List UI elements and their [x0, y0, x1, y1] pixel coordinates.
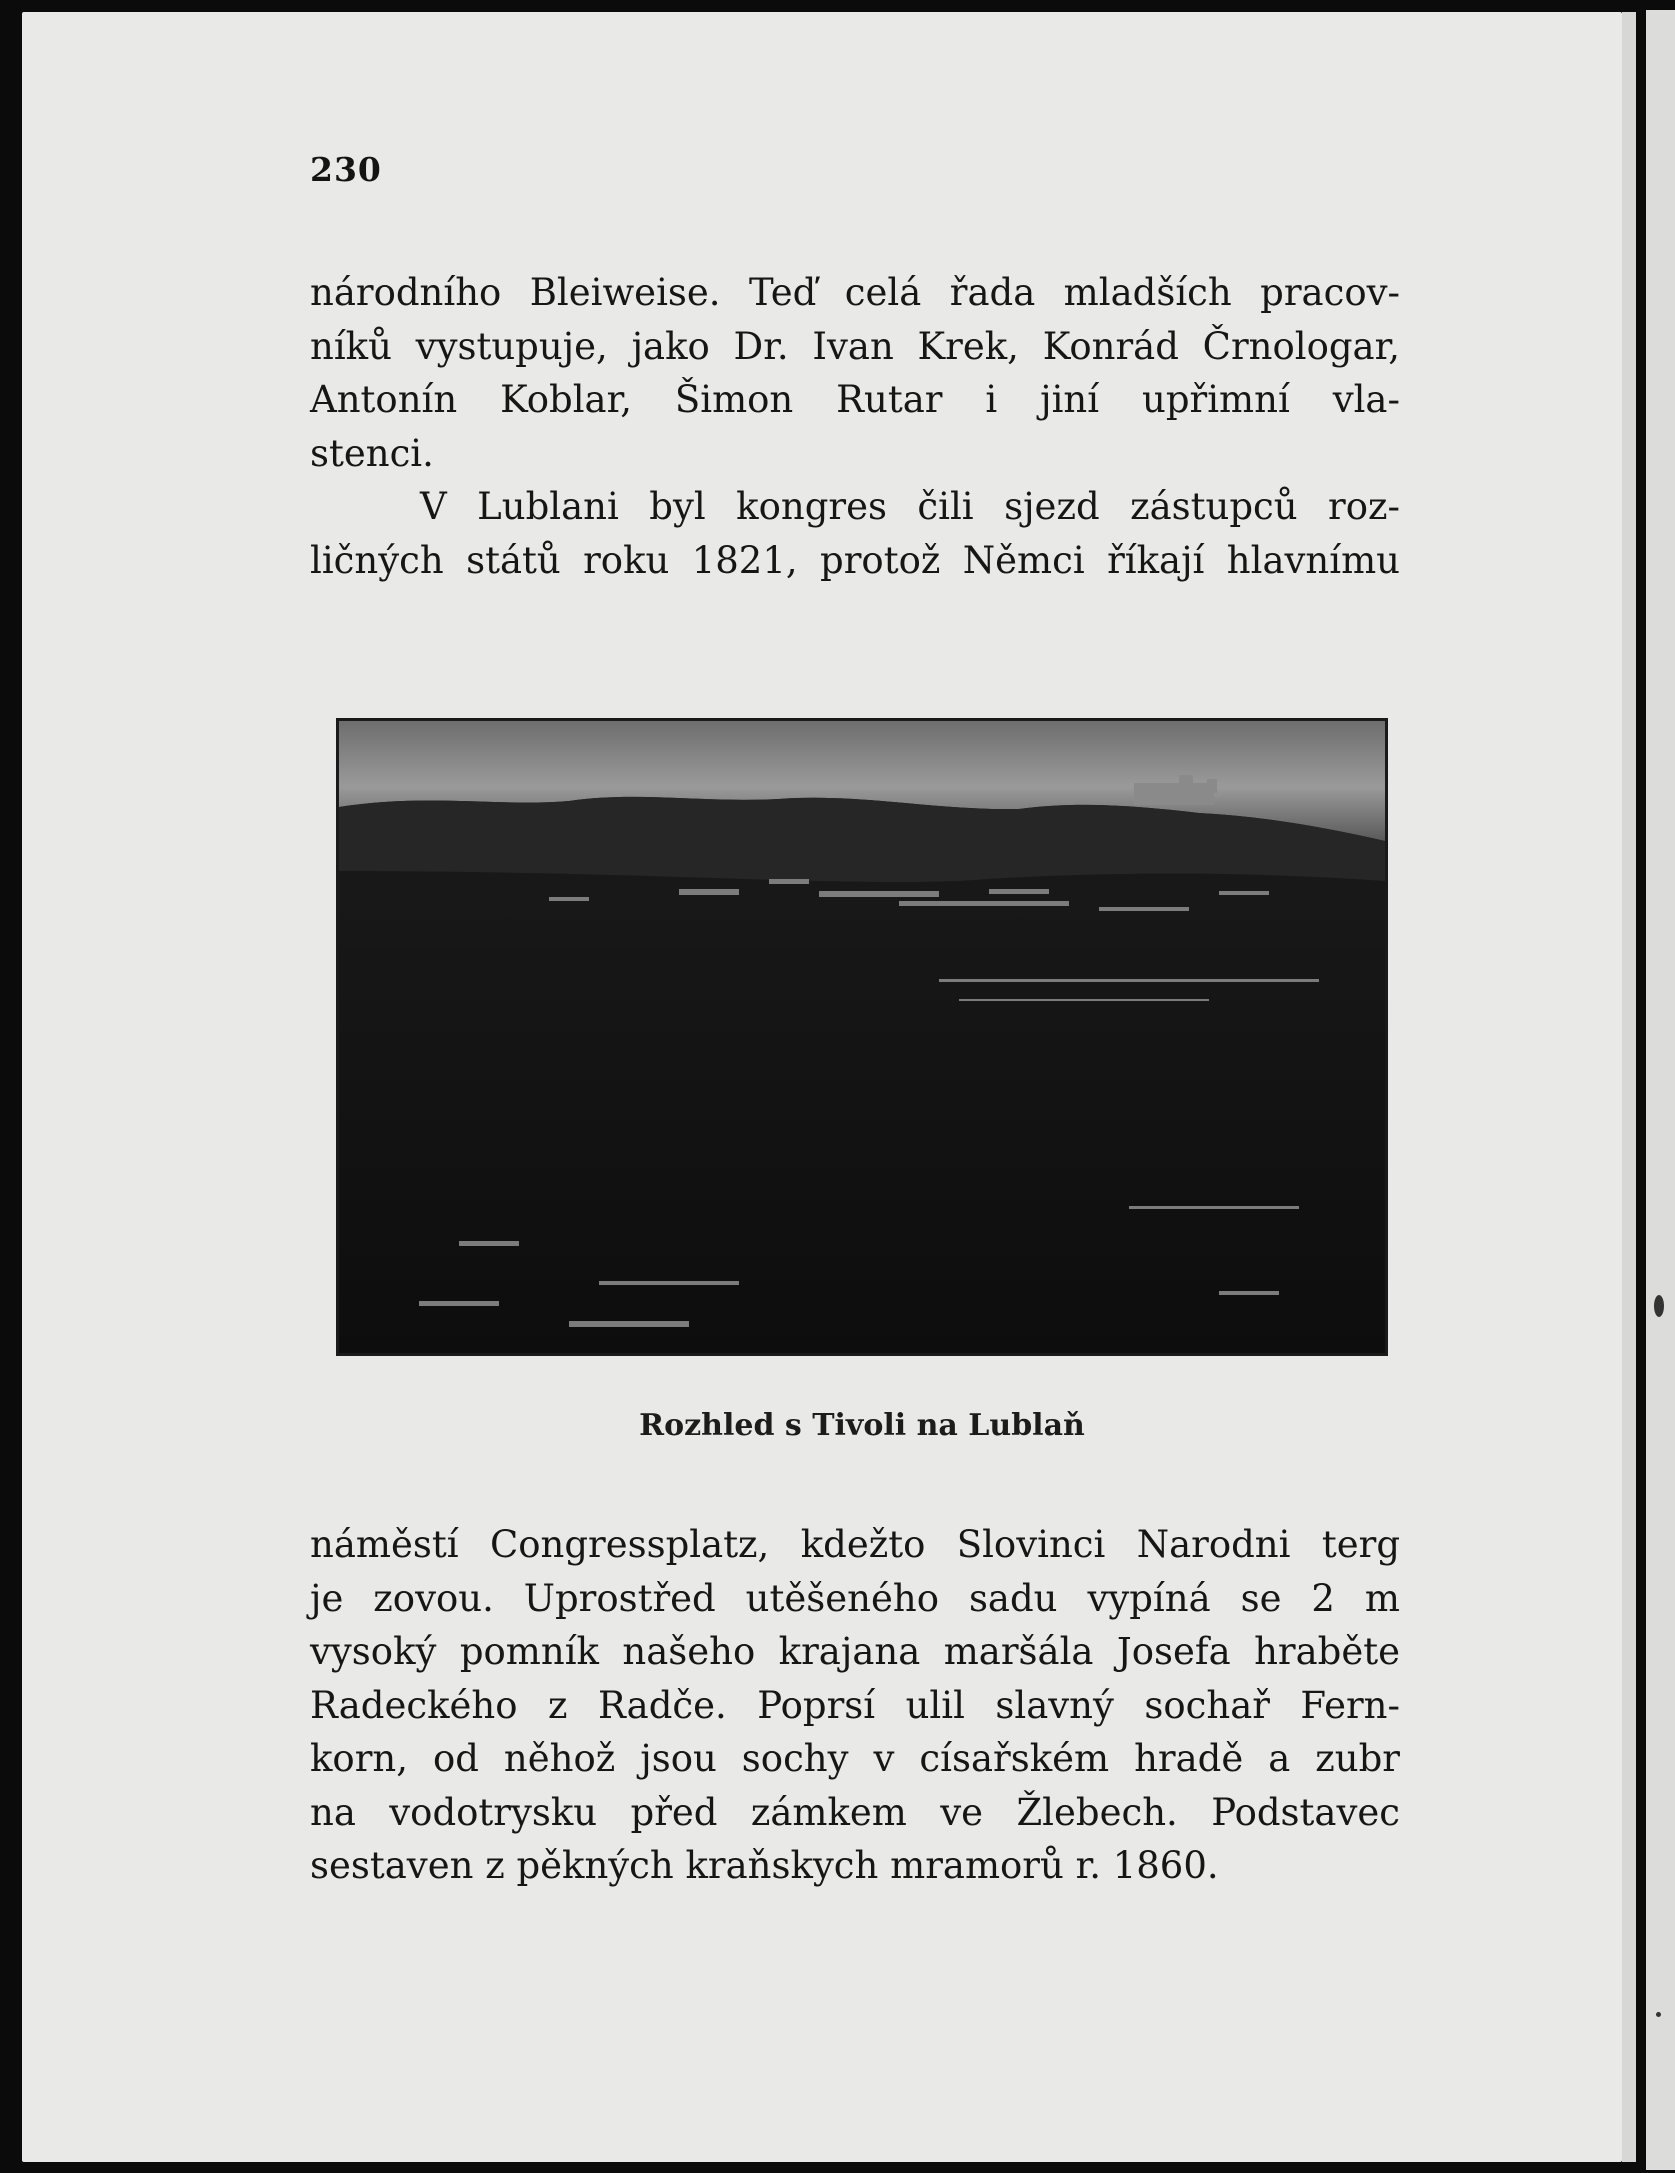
landscape-photo	[336, 718, 1388, 1356]
facing-page-edge	[1646, 10, 1675, 2170]
text-line: Antonín Koblar, Šimon Rutar i jiní upřimní vla-	[310, 378, 1400, 421]
text-line: Radeckého z Radče. Poprsí ulil slavný sochař Fern-	[310, 1683, 1400, 1727]
text-line: náměstí Congressplatz, kdežto Slovinci Narodni terg	[310, 1523, 1400, 1566]
text-line: je zovou. Uprostřed utěšeného sadu vypíná se 2 m	[310, 1576, 1400, 1620]
page-edge	[1622, 12, 1636, 2162]
text-line: ličných států roku 1821, protož Němci říkají hlavnímu	[310, 538, 1400, 582]
text-block-bottom	[310, 1518, 1400, 1893]
ink-spot	[1656, 2012, 1661, 2017]
text-block-top	[310, 266, 1400, 587]
text-line: sestaven z pěkných kraňskych mramorů r. 1860.	[310, 1844, 1219, 1887]
text-line: na vodotrysku před zámkem ve Žlebech. Podstavec	[310, 1790, 1400, 1834]
text-line: stenci.	[310, 431, 434, 475]
text-line: vysoký pomník našeho krajana maršála Josefa hraběte	[310, 1630, 1400, 1673]
figure-caption: Rozhled s Tivoli na Lublaň	[639, 1408, 1085, 1443]
page-number: 230	[310, 150, 382, 189]
text-line: korn, od něhož jsou sochy v císařském hradě a zubr	[310, 1737, 1400, 1780]
text-line: národního Bleiweise. Teď celá řada mladších pracov-	[310, 271, 1400, 314]
ink-spot	[1654, 1295, 1664, 1317]
text-line: V Lublani byl kongres čili sjezd zástupců roz-	[420, 485, 1400, 528]
text-line: níků vystupuje, jako Dr. Ivan Krek, Konrád Črnologar,	[310, 324, 1400, 368]
